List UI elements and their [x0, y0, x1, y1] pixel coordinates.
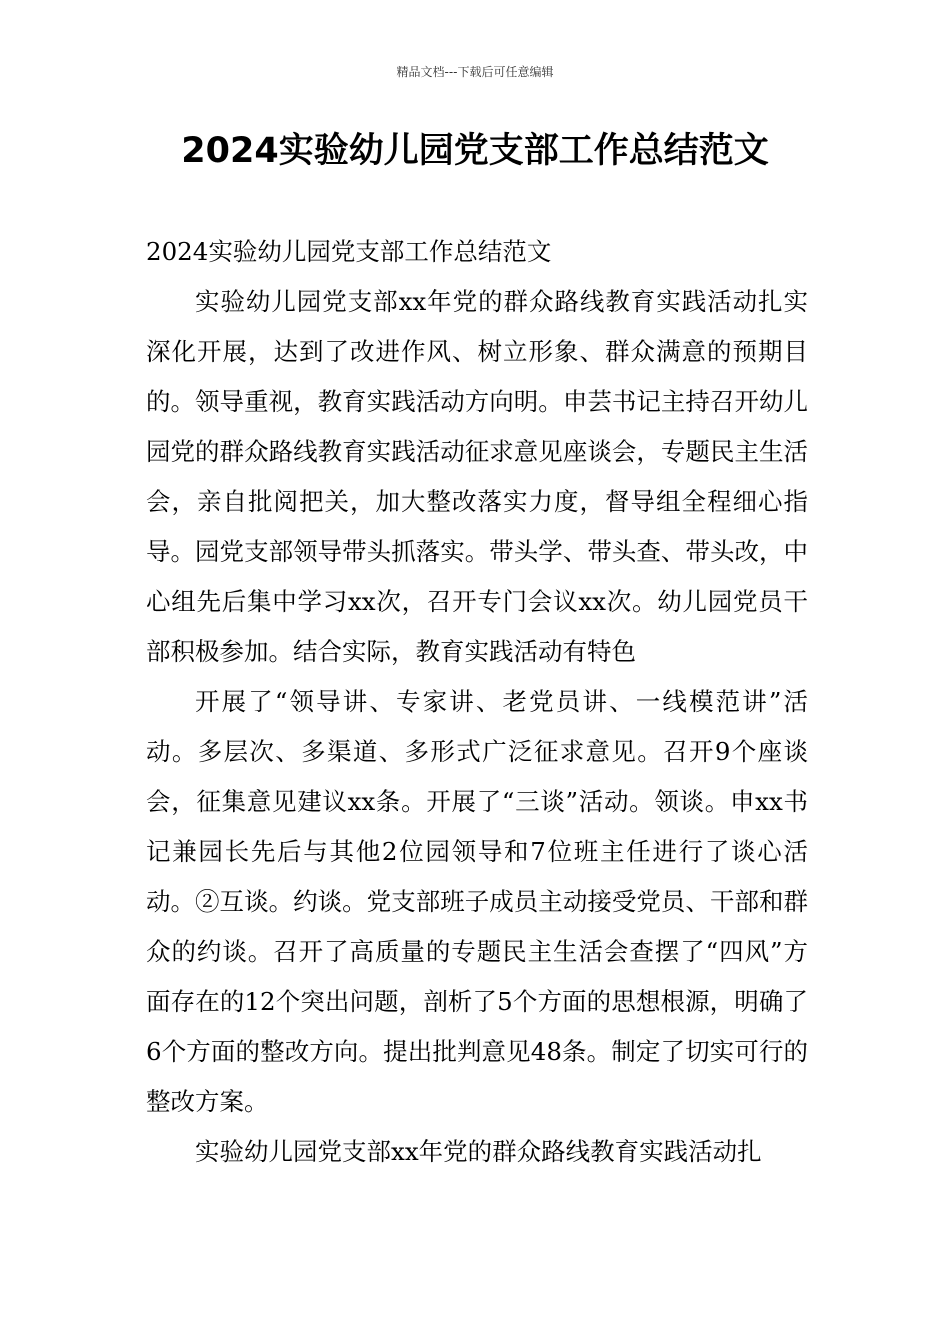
document-title: 2024实验幼儿园党支部工作总结范文 — [181, 131, 769, 171]
paragraph: 开展了“领导讲、专家讲、老党员讲、一线模范讲”活动。多层次、多渠道、多形式广泛征求意见。召开9个座谈会，征集意见建议xx条。开展了“三谈”活动。领谈。申xx书记兼园长先后与其他2位园领导和7位班主任进行了谈心活动。②互谈。约谈。党支部班子成员主动接受党员、干部和群众的约谈。召开了高质量的专题民主生活会查摆了“四风”方面存在的12个突出问题，剖析了5个方面的思想根源，明确了6个方面的整改方向。提出批判意见48条。制定了切实可行的整改方案。 — [146, 687, 808, 1116]
document-body — [146, 227, 808, 1177]
document-subtitle: 2024实验幼儿园党支部工作总结范文 — [146, 237, 552, 266]
paragraph: 实验幼儿园党支部xx年党的群众路线教育实践活动扎 — [195, 1137, 762, 1166]
paragraph: 实验幼儿园党支部xx年党的群众路线教育实践活动扎实深化开展，达到了改进作风、树立形象、群众满意的预期目的。领导重视，教育实践活动方向明。申芸书记主持召开幼儿园党的群众路线教育实践活动征求意见座谈会，专题民主生活会，亲自批阅把关，加大整改落实力度，督导组全程细心指导。园党支部领导带头抓落实。带头学、带头查、带头改，中心组先后集中学习xx次，召开专门会议xx次。幼儿园党员干部积极参加。结合实际，教育实践活动有特色 — [146, 287, 808, 666]
header-note: 精品文档---下载后可任意编辑 — [396, 65, 554, 79]
